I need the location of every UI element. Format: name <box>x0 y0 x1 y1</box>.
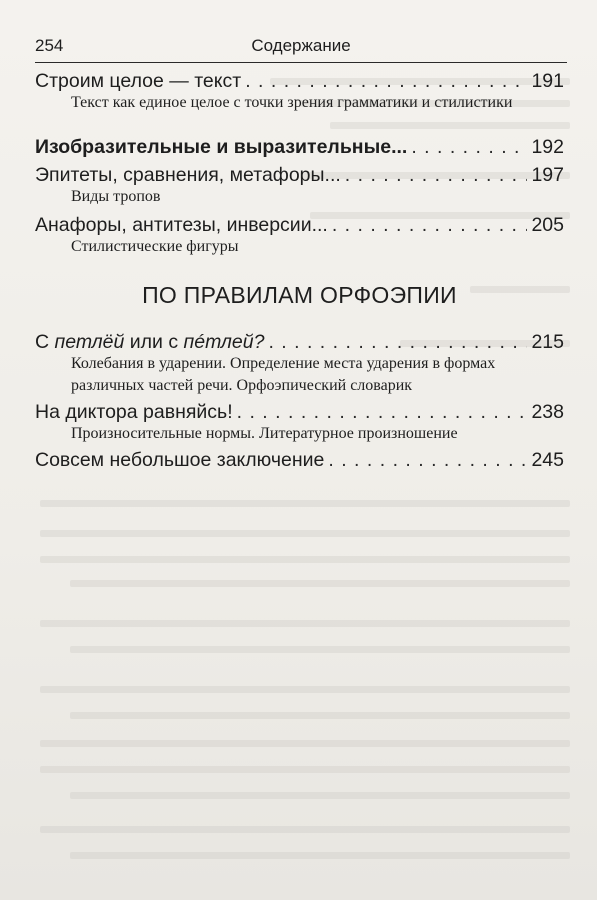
toc-entry[interactable] <box>35 449 564 471</box>
toc-entry-page: 205 <box>531 214 564 236</box>
running-title: Содержание <box>251 36 351 55</box>
leader-dots <box>245 70 527 92</box>
table-of-contents <box>35 70 564 471</box>
toc-entry[interactable] <box>35 331 564 353</box>
toc-entry-page: 192 <box>531 136 564 158</box>
title-prefix: С <box>35 331 55 353</box>
toc-entry-description: Виды тропов <box>71 188 161 205</box>
leader-dots <box>332 214 528 236</box>
page-number: 254 <box>35 36 64 55</box>
toc-entry-title <box>35 331 264 353</box>
toc-entry-title: На диктора равняйсь! <box>35 401 233 423</box>
leader-dots <box>345 164 528 186</box>
leader-dots <box>328 449 527 471</box>
toc-entry-description: Произносительные нормы. Литературное произношение <box>71 425 458 442</box>
toc-entry-page: 197 <box>531 164 564 186</box>
toc-entry-title: Анафоры, антитезы, инверсии... <box>35 214 328 236</box>
toc-entry-title: Строим целое — текст <box>35 70 242 92</box>
toc-entry-page: 191 <box>531 70 564 92</box>
toc-entry-page: 238 <box>531 401 564 423</box>
toc-entry-title: Совсем небольшое заключение <box>35 449 325 471</box>
toc-entry[interactable] <box>35 164 564 186</box>
toc-entry-page: 215 <box>531 331 564 353</box>
toc-entry[interactable] <box>35 401 564 423</box>
toc-entry[interactable] <box>35 214 564 236</box>
toc-entry[interactable] <box>35 70 564 92</box>
section-title: ПО ПРАВИЛАМ ОРФОЭПИИ <box>142 282 457 308</box>
toc-entry-title: Эпитеты, сравнения, метафоры... <box>35 164 341 186</box>
toc-entry-page: 245 <box>531 449 564 471</box>
leader-dots <box>268 331 527 353</box>
toc-entry-description: Колебания в ударении. Определение места ударения в формах различных частей речи. Орфоэпический словарик <box>71 355 496 394</box>
title-middle: или с <box>124 331 184 353</box>
toc-entry-description: Стилистические фигуры <box>71 238 239 255</box>
leader-dots <box>411 136 527 158</box>
toc-entry[interactable] <box>35 136 564 158</box>
toc-entry-description: Текст как единое целое с точки зрения грамматики и стилистики <box>71 94 513 111</box>
leader-dots <box>237 401 528 423</box>
page-header <box>35 36 567 63</box>
toc-entry-title: Изобразительные и выразительные... <box>35 136 408 158</box>
title-italic-word: пéтлей? <box>183 331 265 353</box>
title-italic-word: петлёй <box>54 331 125 353</box>
